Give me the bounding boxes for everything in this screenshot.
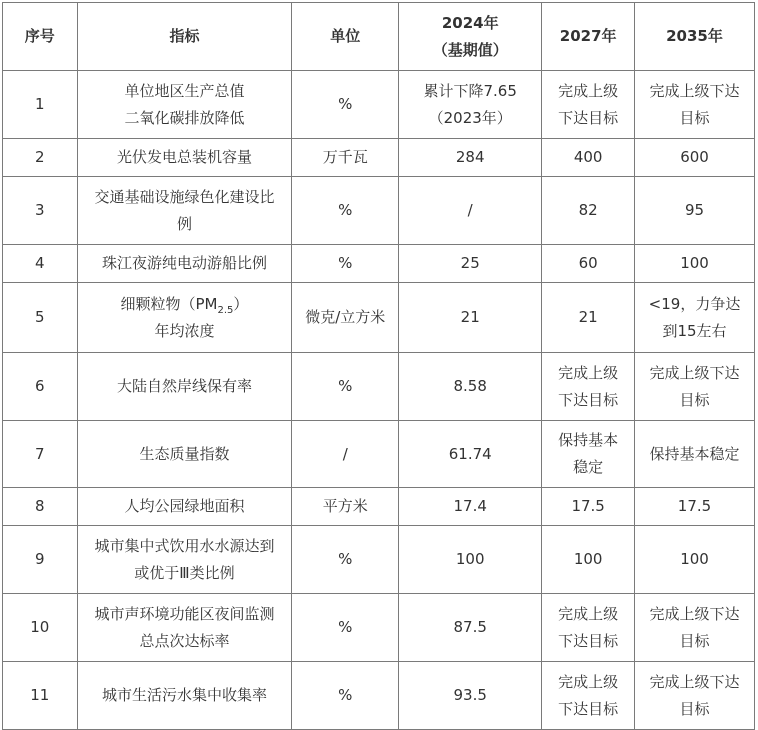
cell-base: 93.5 [399,662,542,730]
cell-2027: 完成上级 下达目标 [542,662,635,730]
cell-unit: % [292,526,399,594]
cell-indicator: 城市集中式饮用水水源达到 或优于Ⅲ类比例 [77,526,292,594]
cell-2035: 保持基本稳定 [635,421,755,488]
table-row [3,526,755,594]
indicator-table [2,2,755,730]
cell-index: 6 [3,353,78,421]
cell-2027: 100 [542,526,635,594]
cell-index: 10 [3,594,78,662]
cell-index: 5 [3,283,78,353]
header-2035: 2035年 [635,3,755,71]
cell-base: 累计下降7.65 （2023年） [399,71,542,139]
cell-base: 25 [399,245,542,283]
cell-base: 8.58 [399,353,542,421]
table-row [3,177,755,245]
cell-indicator [77,283,292,353]
cell-2027: 17.5 [542,488,635,526]
indicator-post: ） 年均浓度 [154,294,249,340]
cell-indicator: 单位地区生产总值 二氧化碳排放降低 [77,71,292,139]
pm-subscript: 2.5 [217,304,234,316]
table-row [3,662,755,730]
cell-2035: 95 [635,177,755,245]
cell-2035: <19，力争达 到15左右 [635,283,755,353]
cell-indicator: 珠江夜游纯电动游船比例 [77,245,292,283]
cell-index: 4 [3,245,78,283]
cell-base: 21 [399,283,542,353]
cell-2027: 完成上级 下达目标 [542,353,635,421]
cell-indicator: 交通基础设施绿色化建设比 例 [77,177,292,245]
cell-2035: 17.5 [635,488,755,526]
cell-index: 7 [3,421,78,488]
cell-2035: 完成上级下达 目标 [635,594,755,662]
cell-2027: 60 [542,245,635,283]
header-base: 2024年 （基期值） [399,3,542,71]
cell-2027: 21 [542,283,635,353]
cell-unit: % [292,594,399,662]
cell-unit: 平方米 [292,488,399,526]
cell-2027: 保持基本 稳定 [542,421,635,488]
cell-indicator: 生态质量指数 [77,421,292,488]
cell-base: 100 [399,526,542,594]
cell-index: 1 [3,71,78,139]
cell-index: 3 [3,177,78,245]
table-row [3,139,755,177]
cell-unit: / [292,421,399,488]
table-row [3,71,755,139]
cell-base: 17.4 [399,488,542,526]
cell-index: 9 [3,526,78,594]
cell-2027: 完成上级 下达目标 [542,71,635,139]
header-index: 序号 [3,3,78,71]
header-2027: 2027年 [542,3,635,71]
cell-2035: 600 [635,139,755,177]
cell-2035: 完成上级下达 目标 [635,353,755,421]
table-row [3,245,755,283]
cell-indicator: 人均公园绿地面积 [77,488,292,526]
cell-unit: % [292,662,399,730]
cell-indicator: 光伏发电总装机容量 [77,139,292,177]
cell-unit: % [292,177,399,245]
cell-base: 61.74 [399,421,542,488]
cell-unit: 万千瓦 [292,139,399,177]
cell-unit: % [292,353,399,421]
table-row [3,353,755,421]
cell-unit: % [292,245,399,283]
cell-index: 11 [3,662,78,730]
cell-unit: % [292,71,399,139]
table-row [3,488,755,526]
table-row [3,594,755,662]
header-indicator: 指标 [77,3,292,71]
cell-2035: 100 [635,526,755,594]
cell-unit: 微克/立方米 [292,283,399,353]
header-unit: 单位 [292,3,399,71]
table-row [3,421,755,488]
cell-2035: 完成上级下达 目标 [635,71,755,139]
cell-base: 284 [399,139,542,177]
cell-2035: 100 [635,245,755,283]
cell-base: / [399,177,542,245]
cell-index: 2 [3,139,78,177]
cell-base: 87.5 [399,594,542,662]
cell-2027: 82 [542,177,635,245]
cell-index: 8 [3,488,78,526]
cell-2027: 完成上级 下达目标 [542,594,635,662]
table-row [3,283,755,353]
cell-indicator: 城市生活污水集中收集率 [77,662,292,730]
indicator-pre: 细颗粒物（PM [120,294,218,313]
cell-2027: 400 [542,139,635,177]
header-row [3,3,755,71]
cell-2035: 完成上级下达 目标 [635,662,755,730]
cell-indicator: 大陆自然岸线保有率 [77,353,292,421]
cell-indicator: 城市声环境功能区夜间监测 总点次达标率 [77,594,292,662]
